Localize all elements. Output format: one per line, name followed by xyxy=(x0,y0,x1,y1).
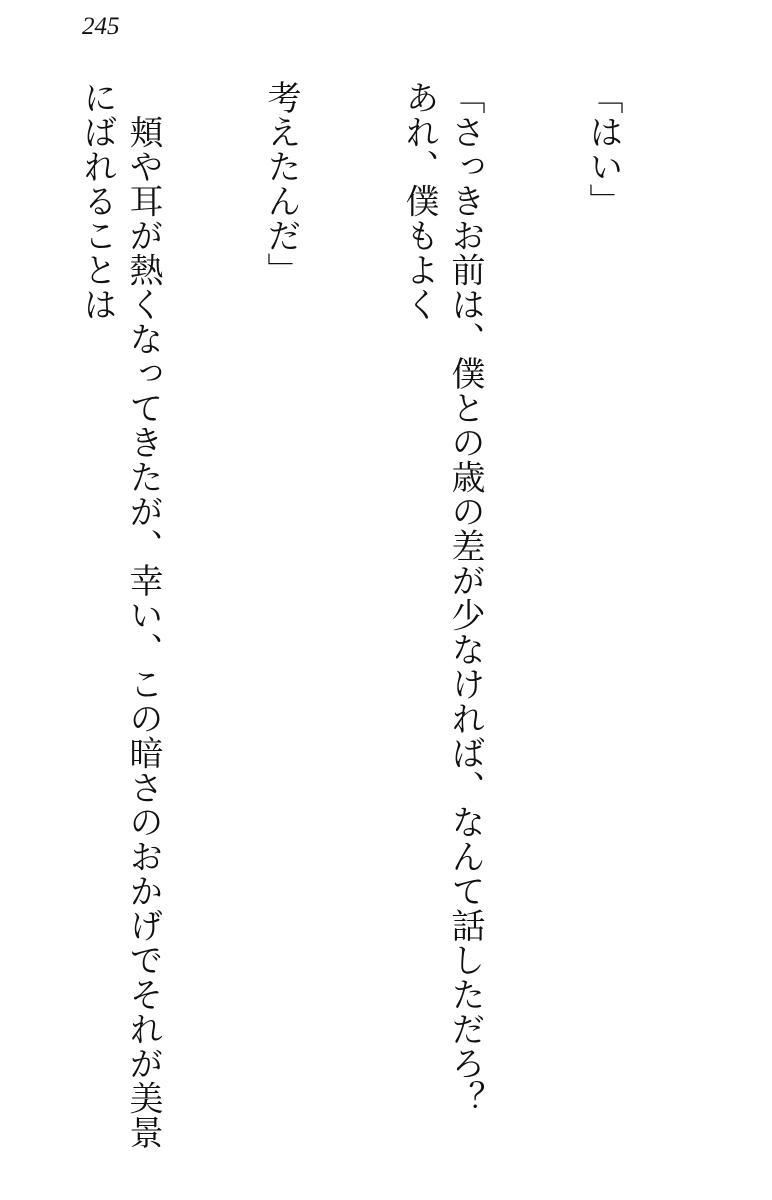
page-number: 245 xyxy=(82,13,120,40)
text-line: 頬や耳が熱くなってきたが、幸い、この暗さのおかげでそれが美景にばれることは xyxy=(77,80,163,1150)
text-line: 考えたんだ」 xyxy=(261,80,301,287)
body-text xyxy=(46,80,718,1175)
text-line: 「はい」 xyxy=(583,80,623,218)
text-line: 「さっきお前は、僕との歳の差が少なければ、なんて話しただろ？ あれ、僕もよく xyxy=(399,80,485,1150)
